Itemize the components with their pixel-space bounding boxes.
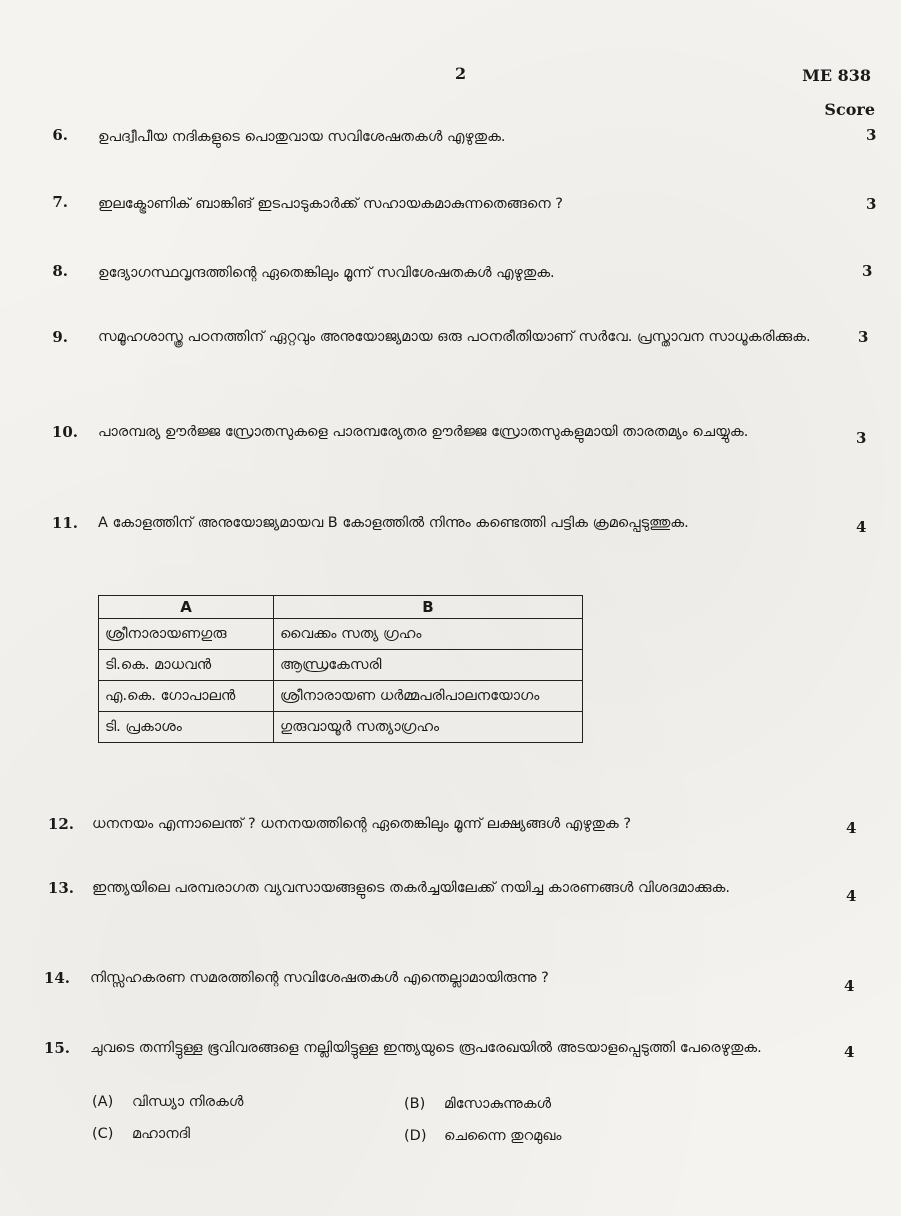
option-label: (B) <box>404 1096 426 1112</box>
question-score: 3 <box>862 262 873 280</box>
table-cell-b: ശ്രീനാരായണ ധർമ്മപരിപാലനയോഗം <box>274 681 583 712</box>
question-number: 10. <box>51 423 78 441</box>
table-cell-b: ഗുരുവായൂർ സത്യാഗ്രഹം <box>274 712 583 743</box>
option-text: മിസോകുന്നുകൾ <box>444 1096 552 1112</box>
question-text: ഉപദ്വീപീയ നദികളുടെ പൊതുവായ സവിശേഷതകൾ എഴുതുക. <box>98 129 506 145</box>
option-c <box>92 1126 190 1142</box>
page-number: 2 <box>455 64 467 83</box>
question-text: നിസ്സഹകരണ സമരത്തിന്റെ സവിശേഷതകൾ എന്തെല്ലാമായിരുന്നു ? <box>90 970 549 986</box>
question-number: 8. <box>52 262 68 280</box>
table-row <box>99 712 583 743</box>
question-number: 13. <box>47 879 74 897</box>
table-row <box>99 681 583 712</box>
question-score: 3 <box>858 328 869 346</box>
question-text: ചുവടെ തന്നിട്ടുള്ള ഭൂവിവരങ്ങളെ നല്ലിയിട്ടുള്ള ഇന്ത്യയുടെ രൂപരേഖയിൽ അടയാളപ്പെടുത്തി പേരെഴുതുക. <box>90 1040 762 1056</box>
option-label: (C) <box>92 1126 114 1142</box>
column-a-header: A <box>99 596 274 619</box>
table-cell-b: വൈക്കം സത്യ ഗ്രഹം <box>274 619 583 650</box>
question-number: 6. <box>52 126 68 144</box>
question-text: ധനനയം എന്നാലെന്ത് ? ധനനയത്തിന്റെ ഏതെങ്കിലും മൂന്ന് ലക്ഷ്യങ്ങൾ എഴുതുക ? <box>92 816 632 832</box>
question-text: A കോളത്തിന് അനുയോജ്യമായവ B കോളത്തിൽ നിന്നും കണ്ടെത്തി പട്ടിക ക്രമപ്പെടുത്തുക. <box>98 515 689 531</box>
question-text: ഉദ്യോഗസ്ഥവൃന്ദത്തിന്റെ ഏതെങ്കിലും മൂന്ന് സവിശേഷതകൾ എഴുതുക. <box>98 265 555 281</box>
option-text: ചെന്നൈ തുറമുഖം <box>444 1128 562 1144</box>
question-number: 12. <box>47 815 74 833</box>
question-score: 3 <box>856 429 867 447</box>
question-score: 3 <box>866 195 877 213</box>
option-label: (D) <box>404 1128 427 1144</box>
match-the-following-table <box>98 595 583 743</box>
question-text: പാരമ്പര്യ ഊർജ്ജ സ്രോതസുകളെ പാരമ്പര്യേതര ഊർജ്ജ സ്രോതസുകളുമായി താരതമ്യം ചെയ്യുക. <box>98 424 749 440</box>
question-number: 11. <box>51 514 78 532</box>
table-cell-a: ടി.കെ. മാധവൻ <box>99 650 274 681</box>
question-score: 3 <box>866 126 877 144</box>
question-number: 9. <box>52 328 68 346</box>
table-row <box>99 619 583 650</box>
table-cell-a: ശ്രീനാരായണഗുരു <box>99 619 274 650</box>
option-text: മഹാനദി <box>132 1126 191 1142</box>
question-score: 4 <box>856 518 867 536</box>
table-row <box>99 650 583 681</box>
paper-code: ME 838 <box>802 66 871 85</box>
question-text: ഇലക്ട്രോണിക് ബാങ്കിങ് ഇടപാടുകാർക്ക് സഹായകമാകുന്നതെങ്ങനെ ? <box>98 196 563 212</box>
option-b <box>404 1096 551 1112</box>
question-score: 4 <box>846 887 857 905</box>
question-text: ഇന്ത്യയിലെ പരമ്പരാഗത വ്യവസായങ്ങളുടെ തകർച്ചയിലേക്ക് നയിച്ച കാരണങ്ങൾ വിശദമാക്കുക. <box>92 880 730 896</box>
column-b-header: B <box>274 596 583 619</box>
question-score: 4 <box>844 977 855 995</box>
table-cell-a: എ.കെ. ഗോപാലൻ <box>99 681 274 712</box>
question-score: 4 <box>844 1043 855 1061</box>
question-number: 15. <box>43 1039 70 1057</box>
option-d <box>404 1128 561 1144</box>
table-header-row <box>99 596 583 619</box>
table-cell-a: ടി. പ്രകാശം <box>99 712 274 743</box>
option-label: (A) <box>92 1094 114 1110</box>
score-column-header: Score <box>824 100 875 119</box>
option-a <box>92 1094 243 1110</box>
question-number: 14. <box>43 969 70 987</box>
option-text: വിന്ധ്യാ നിരകൾ <box>132 1094 244 1110</box>
table-cell-b: ആന്ധ്രകേസരി <box>274 650 583 681</box>
question-number: 7. <box>52 193 68 211</box>
question-text: സമൂഹശാസ്ത്ര പഠനത്തിന് ഏറ്റവും അനുയോജ്യമായ ഒരു പഠനരീതിയാണ് സർവേ. പ്രസ്താവന സാധൂകരിക്കുക. <box>98 329 811 345</box>
question-score: 4 <box>846 819 857 837</box>
